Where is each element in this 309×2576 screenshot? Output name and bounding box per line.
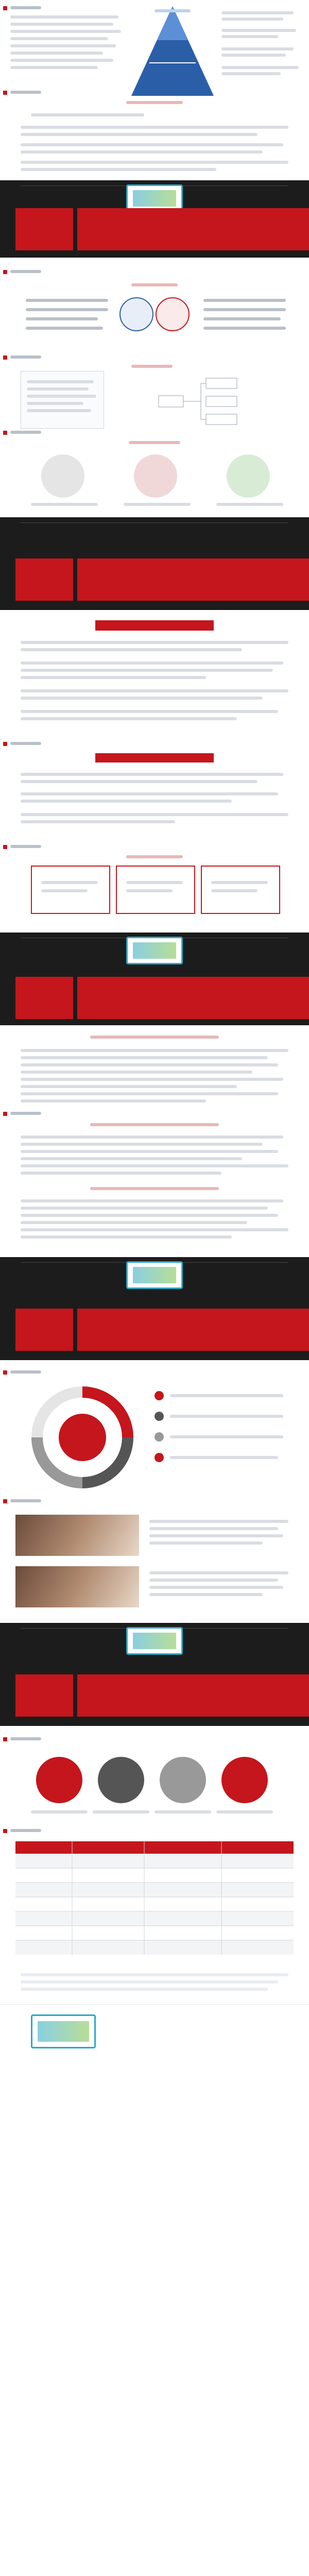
- text-line: [21, 1157, 242, 1160]
- timeline-caption: [31, 1810, 88, 1814]
- text-line: [10, 59, 113, 62]
- text-line: [149, 1541, 263, 1545]
- section-heading: [10, 1112, 41, 1115]
- subheading: [90, 1187, 219, 1190]
- subheading: [131, 365, 173, 368]
- section-heading: [10, 1499, 41, 1502]
- assessment-photo: [15, 1515, 139, 1556]
- text-line: [21, 1199, 283, 1202]
- text-line: [21, 662, 283, 665]
- goal-text: [170, 1456, 278, 1459]
- section-number: [15, 1674, 73, 1717]
- pyramid-side-label: [221, 11, 294, 14]
- goal-text: [170, 1394, 283, 1397]
- status-caption: [124, 503, 191, 506]
- text-line: [21, 133, 258, 136]
- text-line: [21, 710, 278, 713]
- method-list-item: [26, 308, 108, 311]
- section-number: [15, 1309, 73, 1351]
- goal-bullet: [154, 1432, 164, 1442]
- staff-table: [15, 1841, 294, 1955]
- section-heading: [10, 1737, 41, 1740]
- text-line: [21, 1085, 237, 1088]
- subheading: [126, 101, 183, 104]
- section-marker: [3, 1829, 7, 1833]
- timeline-caption: [216, 1810, 273, 1814]
- status-caption: [31, 503, 98, 506]
- pyramid-side-label: [221, 72, 281, 75]
- text-line: [21, 161, 288, 164]
- section-heading: [10, 742, 41, 745]
- timeline-caption: [154, 1810, 211, 1814]
- status-circle: [134, 454, 177, 498]
- section-heading: [10, 431, 41, 434]
- section-banner-08: [0, 1257, 309, 1360]
- section-marker: [3, 1370, 7, 1375]
- goals-radial-diagram: [31, 1386, 134, 1489]
- subheading: [90, 1123, 219, 1126]
- section-heading: [10, 1829, 41, 1832]
- timeline-caption: [93, 1810, 149, 1814]
- goal-bullet: [154, 1453, 164, 1462]
- section-marker: [3, 431, 7, 435]
- brand-logo: [126, 1261, 183, 1289]
- method-list-item: [203, 317, 281, 320]
- card-text: [27, 395, 96, 398]
- text-line: [21, 780, 258, 783]
- text-line: [10, 44, 116, 47]
- text-line: [21, 1973, 288, 1976]
- text-line: [21, 1049, 288, 1052]
- text-line: [21, 792, 278, 795]
- text-line: [21, 1172, 221, 1175]
- timeline-node: [160, 1757, 206, 1803]
- section-heading: [10, 355, 41, 359]
- section-marker: [3, 1499, 7, 1503]
- brand-logo: [126, 937, 183, 964]
- subheading: [126, 855, 183, 858]
- method-list-item: [203, 308, 286, 311]
- section-banner-05: [0, 180, 309, 258]
- text-line: [10, 23, 113, 26]
- card-text: [27, 387, 89, 391]
- text-line: [21, 1136, 283, 1139]
- text-line: [21, 150, 263, 154]
- status-circle: [227, 454, 270, 498]
- text-line: [21, 1092, 278, 1095]
- text-line: [21, 717, 237, 720]
- pyramid-side-label: [221, 47, 294, 50]
- section-banner-06: [0, 517, 309, 610]
- card-text: [126, 881, 183, 884]
- text-line: [21, 1228, 288, 1231]
- section-banner-09: [0, 1623, 309, 1726]
- text-line: [21, 820, 175, 823]
- text-line: [149, 1593, 263, 1596]
- text-line: [21, 1143, 263, 1146]
- text-line: [10, 66, 98, 69]
- assessment-photo: [15, 1566, 139, 1607]
- pyramid-top-label: [154, 9, 191, 12]
- section-title-bar: [77, 558, 309, 601]
- pyramid-diagram: [129, 2, 216, 100]
- text-line: [149, 1534, 283, 1537]
- timeline-node: [221, 1757, 268, 1803]
- text-line: [31, 113, 144, 116]
- section-marker: [3, 91, 7, 95]
- section-heading: [10, 91, 41, 94]
- text-line: [149, 1527, 278, 1530]
- footer-logo: [31, 2014, 96, 2048]
- goal-text: [170, 1435, 283, 1438]
- section-heading: [10, 270, 41, 273]
- text-line: [21, 1207, 268, 1210]
- text-line: [21, 1056, 268, 1059]
- section-heading: [10, 6, 41, 9]
- subheading: [90, 1036, 219, 1039]
- pyramid-side-label: [221, 18, 283, 21]
- section-title-bar: [77, 977, 309, 1019]
- section-title-bar: [77, 208, 309, 250]
- text-line: [21, 773, 283, 776]
- goal-bullet: [154, 1412, 164, 1421]
- red-label-bar: [95, 620, 214, 631]
- divider: [0, 2004, 309, 2005]
- text-line: [21, 689, 288, 692]
- text-line: [21, 1150, 278, 1153]
- decorative-ruler: [21, 522, 288, 523]
- status-caption: [216, 503, 283, 506]
- section-title-bar: [77, 1309, 309, 1351]
- text-line: [21, 813, 288, 816]
- text-line: [21, 1214, 278, 1217]
- card-text: [126, 889, 173, 892]
- method-list-item: [26, 327, 103, 330]
- text-line: [21, 697, 263, 700]
- text-line: [21, 1071, 252, 1074]
- text-line: [21, 168, 216, 171]
- text-line: [21, 669, 273, 672]
- text-line: [21, 143, 283, 146]
- flow-diagram: [154, 376, 278, 428]
- pyramid-side-label: [221, 66, 299, 69]
- method-list-item: [203, 327, 286, 330]
- subheading: [129, 441, 180, 444]
- method-list-item: [26, 299, 108, 302]
- section-number: [15, 558, 73, 601]
- method-list-item: [203, 299, 286, 302]
- info-card: [21, 371, 104, 429]
- text-line: [10, 30, 121, 33]
- pyramid-side-label: [221, 35, 278, 38]
- text-line: [21, 1980, 278, 1984]
- text-line: [21, 126, 288, 129]
- card-text: [41, 889, 88, 892]
- text-line: [21, 1063, 278, 1066]
- methods-diagram: [116, 294, 193, 335]
- pyramid-side-label: [221, 54, 286, 57]
- subheading: [131, 283, 178, 286]
- brand-logo: [126, 1627, 183, 1655]
- red-label-bar: [95, 753, 214, 762]
- section-marker: [3, 355, 7, 360]
- text-line: [21, 1164, 288, 1167]
- text-line: [149, 1579, 278, 1582]
- timeline-node: [98, 1757, 144, 1803]
- section-heading: [10, 1370, 41, 1374]
- text-line: [21, 1221, 247, 1224]
- text-line: [149, 1586, 283, 1589]
- section-marker: [3, 1737, 7, 1741]
- section-banner-07: [0, 933, 309, 1025]
- text-line: [21, 641, 288, 644]
- text-line: [149, 1520, 288, 1523]
- pyramid-side-label: [221, 29, 296, 32]
- method-list-item: [26, 317, 98, 320]
- section-marker: [3, 1112, 7, 1116]
- section-marker: [3, 270, 7, 274]
- text-line: [21, 1988, 268, 1991]
- section-marker: [3, 6, 7, 10]
- text-line: [10, 15, 118, 19]
- section-title-bar: [77, 1674, 309, 1717]
- text-line: [21, 648, 242, 651]
- text-line: [10, 52, 103, 55]
- section-marker: [3, 845, 7, 849]
- card-text: [27, 380, 94, 383]
- section-marker: [3, 742, 7, 746]
- section-number: [15, 977, 73, 1019]
- text-line: [21, 800, 232, 803]
- card-text: [41, 881, 98, 884]
- card-text: [27, 409, 91, 412]
- timeline-node: [36, 1757, 82, 1803]
- section-number: [15, 208, 73, 250]
- card-text: [27, 402, 83, 405]
- goal-bullet: [154, 1391, 164, 1400]
- text-line: [21, 1078, 283, 1081]
- card-text: [211, 889, 258, 892]
- text-line: [21, 1099, 206, 1103]
- status-circle: [41, 454, 84, 498]
- text-line: [21, 1235, 232, 1239]
- text-line: [149, 1571, 288, 1574]
- text-line: [10, 37, 108, 40]
- goal-text: [170, 1415, 283, 1418]
- card-text: [211, 881, 268, 884]
- section-heading: [10, 845, 41, 848]
- text-line: [21, 676, 206, 679]
